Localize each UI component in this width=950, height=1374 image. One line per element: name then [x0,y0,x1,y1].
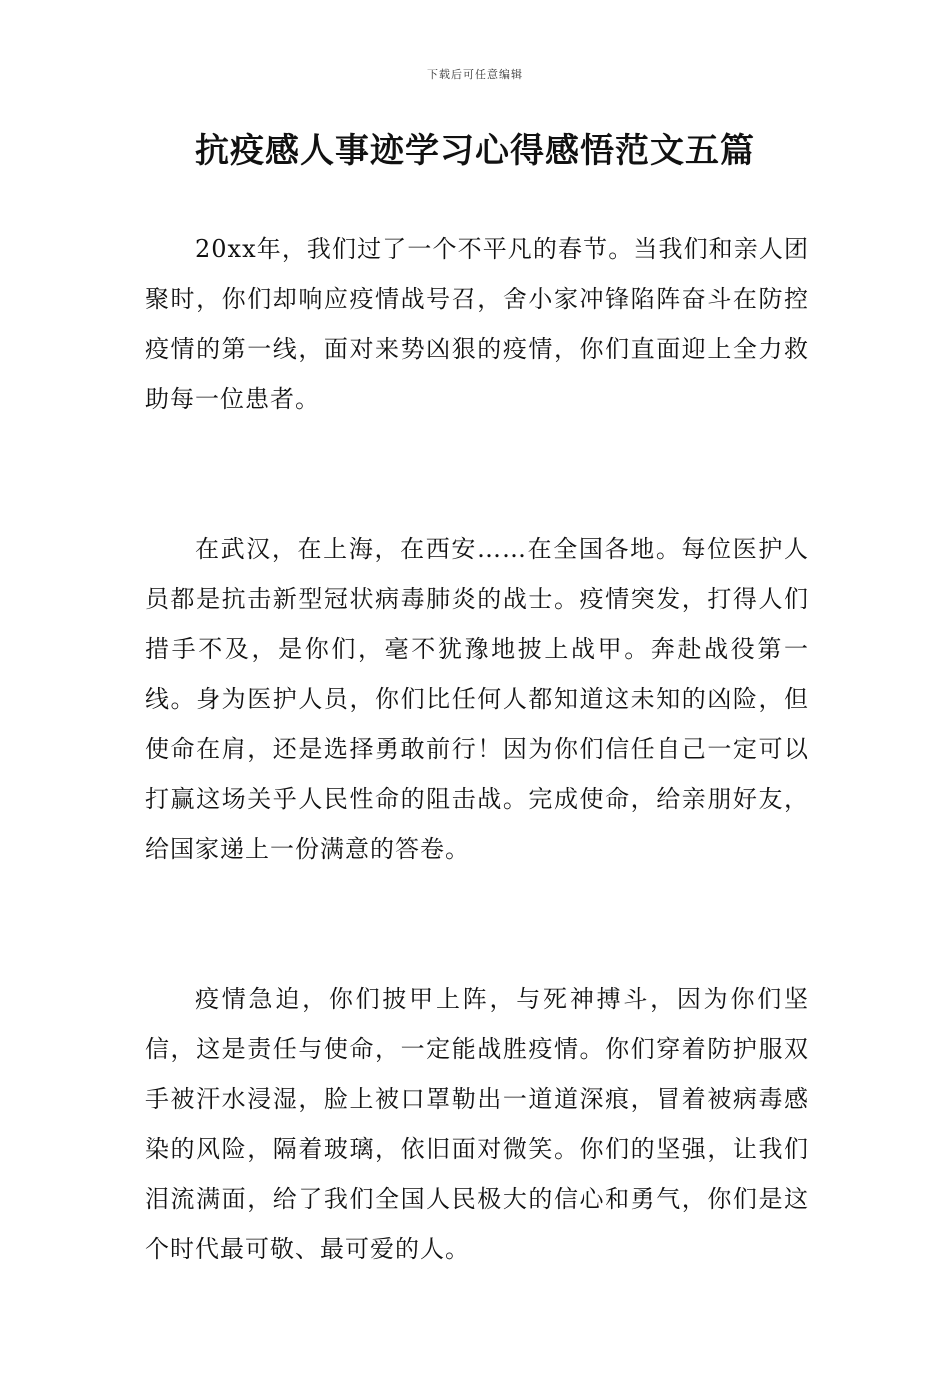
paragraph: 疫情急迫，你们披甲上阵，与死神搏斗，因为你们坚信，这是责任与使命，一定能战胜疫情。你们穿着防护服双手被汗水浸湿，脸上被口罩勒出一道道深痕，冒着被病毒感染的风险，隔着玻璃，依旧面对微笑。你们的坚强，让我们泪流满面，给了我们全国人民极大的信心和勇气，你们是这个时代最可敬、最可爱的人。 [145,985,809,1263]
page-title: 抗疫感人事迹学习心得感悟范文五篇 [195,131,755,171]
paragraph: 20xx年，我们过了一个不平凡的春节。当我们和亲人团聚时，你们却响应疫情战号召，舍小家冲锋陷阵奋斗在防控疫情的第一线，面对来势凶狠的疫情，你们直面迎上全力救助每一位患者。 [145,235,809,413]
document-body [145,224,809,1374]
header-note: 下载后可任意编辑 [427,68,523,81]
paragraph: 在武汉，在上海，在西安……在全国各地。每位医护人员都是抗击新型冠状病毒肺炎的战士。疫情突发，打得人们措手不及，是你们，毫不犹豫地披上战甲。奔赴战役第一线。身为医护人员，你们比任何人都知道这未知的凶险，但使命在肩，还是选择勇敢前行！因为你们信任自己一定可以打赢这场关乎人民性命的阻击战。完成使命，给亲朋好友，给国家递上一份满意的答卷。 [145,535,809,863]
